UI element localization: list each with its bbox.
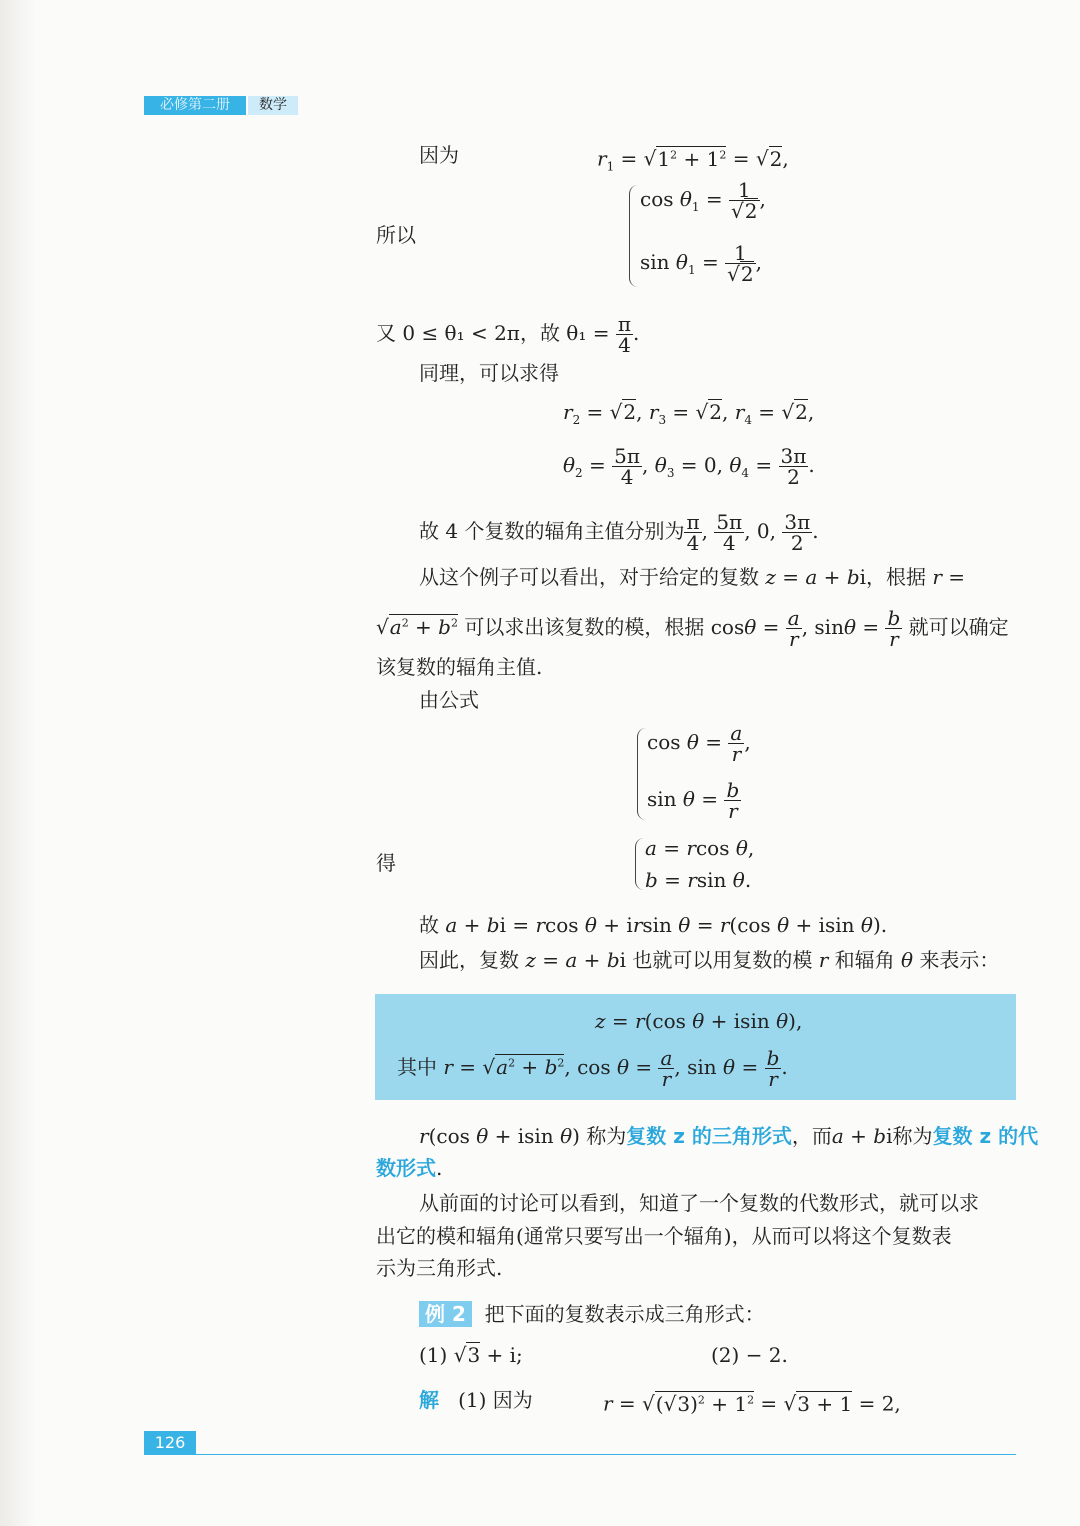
brace (637, 728, 646, 820)
formula-sin-theta: sin θ = $\frac{b}{r}$ (647, 778, 740, 823)
formula-trig-form: z = r(cos θ + isin θ), (595, 1009, 803, 1033)
formula-sin-theta1: $\sin \theta_1$ = $\frac{1}{√2}$ , (640, 241, 762, 286)
text-definition-line1: r(cos θ + isin θ) 称为复数 z 的三角形式，而a + bi称为复数 z 的代 (419, 1124, 1039, 1148)
formula-a-plus-bi: 故 a + bi = rcos θ + irsin θ = r(cos θ + isin θ). (419, 913, 888, 937)
formula-r1: $r_1 = √1^2 + 1^2 = √2$, (597, 146, 789, 174)
footer-line (196, 1454, 1016, 1455)
brace (629, 185, 638, 287)
formula-r-values: $r_2 = √2$, $r_3 = √2$, $r_4 = √2$, (563, 400, 815, 427)
paragraph-line3: 该复数的辐角主值. (376, 655, 543, 679)
text-because: 因为 (419, 143, 459, 167)
brace (635, 838, 644, 890)
text-get: 得 (376, 851, 396, 875)
formula-theta-values: $\theta_2$ = $\frac{5\pi}{4}$ , $\theta_3 = 0$, $\theta_4$ = $\frac{3\pi}{2}$ . (563, 444, 815, 489)
example-item-1: (1) √3 + i; (419, 1343, 523, 1367)
formula-b: b = rsin θ. (645, 868, 752, 892)
paragraph-discussion-1: 从前面的讨论可以看到，知道了一个复数的代数形式，就可以求 (419, 1191, 979, 1215)
example-label: 例 2 (419, 1301, 472, 1327)
paragraph-discussion-2: 出它的模和辐角(通常只要写出一个辐角)，从而可以将这个复数表 (376, 1224, 952, 1248)
paragraph-discussion-3: 示为三角形式. (376, 1256, 503, 1280)
page-number: 126 (144, 1431, 196, 1455)
formula-r-sqrt3: $r = √(√3)^2 + 1^2 = √3 + 1 = 2$, (603, 1391, 901, 1416)
paragraph-line1: 从这个例子可以看出，对于给定的复数 z = a + bi，根据 r = (419, 565, 966, 589)
text-therefore-complex: 因此，复数 z = a + bi 也就可以用复数的模 r 和辐角 θ 来表示： (419, 948, 1000, 972)
text-from-formula: 由公式 (419, 688, 479, 712)
example-item-2: (2) − 2. (711, 1343, 788, 1367)
text-similarly: 同理，可以求得 (419, 361, 559, 385)
text-principal-values: 故 4 个复数的辐角主值分别为 $\frac{\pi}{4}$ , $\frac{5\pi}{4}$ , 0, $\frac{3\pi}{2}$ . (419, 510, 819, 555)
header-book: 必修第二册 (144, 96, 246, 115)
example-2: 例 2 把下面的复数表示成三角形式： (419, 1301, 765, 1327)
paragraph-line2: $√a^2 + b^2$ 可以求出该复数的模，根据 cosθ = $\frac{a}{r}$ , sinθ = $\frac{b}{r}$ 就可以确定 (376, 606, 1009, 651)
page-shadow (0, 0, 36, 1526)
formula-cos-theta: cos θ = $\frac{a}{r}$ , (647, 721, 751, 766)
text-therefore: 所以 (376, 223, 416, 247)
formula-a: a = rcos θ, (645, 836, 755, 860)
formula-cos-theta1: $\cos \theta_1$ = $\frac{1}{√2}$ , (640, 178, 766, 223)
solution-start: 解 (1) 因为 (419, 1388, 533, 1412)
text-definition-line2: 数形式. (376, 1156, 443, 1180)
formula-where: 其中 $r = √a^2 + b^2$, cos θ = $\frac{a}{r}$ , sin θ = $\frac{b}{r}$ . (397, 1046, 788, 1091)
header-subject: 数学 (248, 96, 298, 115)
formula-theta1-range: 又 0 ≤ θ₁ < 2π，故 θ₁ = $\frac{\pi}{4}$ . (376, 312, 640, 357)
